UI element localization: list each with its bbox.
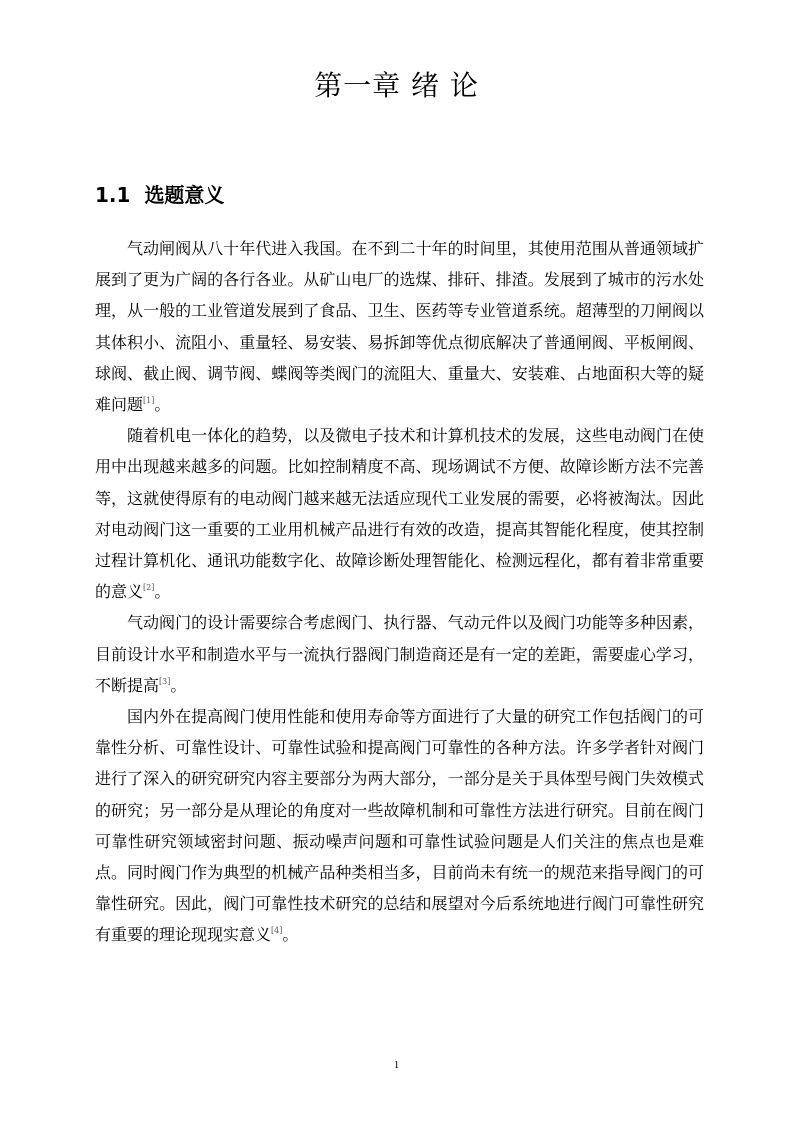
citation-ref: [4] [271,926,283,936]
paragraph-text: 随着机电一体化的趋势，以及微电子技术和计算机技术的发展，这些电动阀门在使用中出现越来越多的问题。比如控制精度不高、现场调试不方便、故障诊断方法不完善等，这就使得原有的电动阀门越来越无法适应现代工业发展的需要，必将被淘汰。因此对电动阀门这一重要的工业用机械产品进行有效的改造，提高其智能化程度，使其控制过程计算机化、通讯功能数字化、故障诊断处理智能化、检测远程化，都有着非常重要的意义 [95,426,704,602]
citation-ref: [2] [143,583,155,593]
paragraph [95,420,704,607]
paragraph-text: 气动闸阀从八十年代进入我国。在不到二十年的时间里，其使用范围从普通领域扩展到了更为广阔的各行各业。从矿山电厂的选煤、排矸、排渣。发展到了城市的污水处理，从一般的工业管道发展到了食品、卫生、医药等专业管道系统。超薄型的刀闸阀以其体积小、流阻小、重量轻、易安装、易拆卸等优点彻底解决了普通闸阀、平板闸阀、球阀、截止阀、调节阀、蝶阀等类阀门的流阻大、重量大、安装难、占地面积大等的疑难问题 [95,239,704,415]
paragraph-end: 。 [154,582,171,602]
chapter-title: 第一章 绪 论 [314,69,479,102]
paragraph-end: 。 [282,925,299,945]
section-title: 选题意义 [144,183,225,207]
page-number: 1 [393,1059,400,1071]
citation-ref: [1] [143,396,155,406]
body-text [95,233,704,951]
paragraph-text: 国内外在提高阀门使用性能和使用寿命等方面进行了大量的研究工作包括阀门的可靠性分析、可靠性设计、可靠性试验和提高阀门可靠性的各种方法。许多学者针对阀门进行了深入的研究研究内容主要部分为两大部分，一部分是关于具体型号阀门失效模式的研究；另一部分是从理论的角度对一些故障机制和可靠性方法进行研究。目前在阀门可靠性研究领域密封问题、振动噪声问题和可靠性试验问题是人们关注的焦点也是难点。同时阀门作为典型的机械产品种类相当多，目前尚未有统一的规范来指导阀门的可靠性研究。因此，阀门可靠性技术研究的总结和展望对今后系统地进行阀门可靠性研究有重要的理论现现实意义 [95,707,704,945]
paragraph [95,607,704,701]
paragraph [95,701,704,951]
paragraph-end: 。 [154,395,171,415]
paragraph [95,233,704,420]
citation-ref: [3] [159,676,171,686]
section-number: 1.1 [95,183,131,207]
section-heading [95,180,224,210]
paragraph-text: 气动阀门的设计需要综合考虑阀门、执行器、气动元件以及阀门功能等多种因素，目前设计水平和制造水平与一流执行器阀门制造商还是有一定的差距，需要虚心学习，不断提高 [95,613,704,695]
paragraph-end: 。 [170,675,187,695]
